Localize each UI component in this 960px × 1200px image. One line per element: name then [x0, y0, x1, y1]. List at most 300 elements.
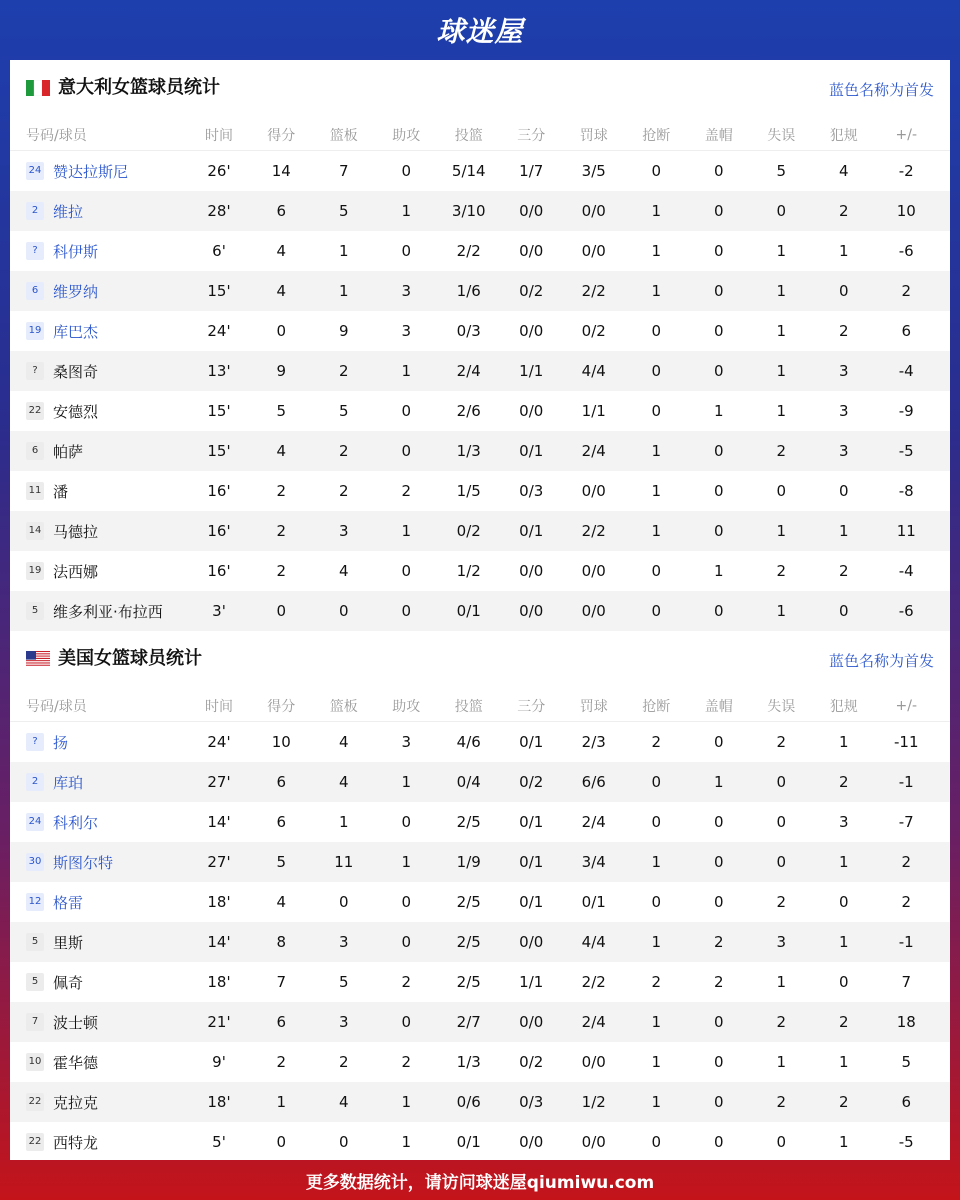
- stat-rebounds: 2: [338, 482, 349, 500]
- jersey-number: 10: [26, 1053, 44, 1071]
- jersey-number: 24: [26, 813, 44, 831]
- stat-time: 24': [207, 733, 231, 751]
- stat-rebounds: 3: [338, 933, 349, 951]
- player-cell[interactable]: [10, 441, 188, 462]
- player-row[interactable]: [10, 231, 950, 271]
- stat-blocks: 0: [713, 893, 724, 911]
- stat-ft: 0/0: [581, 562, 606, 580]
- stat-points: 0: [276, 602, 287, 620]
- stat-steals: 1: [651, 202, 662, 220]
- stat-plus-minus: -1: [898, 933, 914, 951]
- player-cell[interactable]: [10, 161, 188, 182]
- stat-fg: 1/2: [456, 562, 481, 580]
- player-row[interactable]: [10, 722, 950, 762]
- stat-rebounds: 5: [338, 402, 349, 420]
- player-row[interactable]: [10, 471, 950, 511]
- stat-time: 14': [207, 933, 231, 951]
- stat-assists: 3: [401, 282, 412, 300]
- player-name[interactable]: 赞达拉斯尼: [53, 162, 129, 181]
- stat-fouls: 2: [838, 773, 849, 791]
- player-cell[interactable]: [10, 481, 188, 502]
- jersey-number: ?: [26, 733, 44, 751]
- player-row[interactable]: [10, 191, 950, 231]
- jersey-number: 22: [26, 402, 44, 420]
- stat-ft: 1/2: [581, 1093, 606, 1111]
- stat-steals: 1: [651, 442, 662, 460]
- player-row[interactable]: [10, 1002, 950, 1042]
- stat-fg: 0/6: [456, 1093, 481, 1111]
- player-row[interactable]: [10, 271, 950, 311]
- stat-time: 13': [207, 362, 231, 380]
- stat-ft: 1/1: [581, 402, 606, 420]
- stat-fouls: 1: [838, 242, 849, 260]
- footer-banner[interactable]: 更多数据统计，请访问球迷屋qiumiwu.com: [305, 1172, 655, 1193]
- jersey-number: 30: [26, 853, 44, 871]
- stat-ft: 3/4: [581, 853, 606, 871]
- stat-fg: 3/10: [451, 202, 486, 220]
- player-name[interactable]: 法西娜: [53, 562, 99, 581]
- stat-time: 27': [207, 853, 231, 871]
- player-cell[interactable]: [10, 241, 188, 262]
- jersey-number: 2: [26, 773, 44, 791]
- stat-turnovers: 1: [776, 973, 787, 991]
- stat-points: 2: [276, 1053, 287, 1071]
- player-cell[interactable]: [10, 201, 188, 222]
- stat-fouls: 1: [838, 733, 849, 751]
- player-cell[interactable]: [10, 401, 188, 422]
- stat-time: 9': [212, 1053, 226, 1071]
- stat-three-pt: 0/1: [519, 442, 544, 460]
- stat-assists: 0: [401, 442, 412, 460]
- stat-three-pt: 1/1: [519, 362, 544, 380]
- column-header-player: 号码/球员: [26, 699, 87, 715]
- jersey-number: 14: [26, 522, 44, 540]
- brand-logo: 球迷屋: [436, 15, 524, 48]
- stat-blocks: 0: [713, 602, 724, 620]
- stat-assists: 0: [401, 602, 412, 620]
- player-cell[interactable]: [10, 1012, 188, 1033]
- column-header-steals: 抢断: [642, 128, 671, 144]
- player-row[interactable]: [10, 391, 950, 431]
- stat-rebounds: 4: [338, 773, 349, 791]
- stat-plus-minus: -8: [898, 482, 914, 500]
- player-row[interactable]: [10, 351, 950, 391]
- stat-fouls: 1: [838, 933, 849, 951]
- stat-time: 14': [207, 813, 231, 831]
- player-name[interactable]: 科利尔: [53, 813, 99, 832]
- player-name[interactable]: 库巴杰: [53, 322, 99, 341]
- stat-time: 15': [207, 282, 231, 300]
- stat-fg: 1/3: [456, 442, 481, 460]
- player-row[interactable]: [10, 802, 950, 842]
- stat-blocks: 0: [713, 522, 724, 540]
- player-cell[interactable]: [10, 772, 188, 793]
- stat-plus-minus: 2: [901, 893, 912, 911]
- player-name[interactable]: 维罗纳: [53, 282, 99, 301]
- player-cell[interactable]: [10, 1052, 188, 1073]
- stat-time: 28': [207, 202, 231, 220]
- stat-plus-minus: 6: [901, 1093, 912, 1111]
- player-name[interactable]: 维拉: [53, 202, 84, 221]
- stat-assists: 1: [401, 202, 412, 220]
- stat-fg: 2/7: [456, 1013, 481, 1031]
- stat-fouls: 3: [838, 362, 849, 380]
- column-header-row: [10, 120, 950, 151]
- stat-blocks: 1: [713, 562, 724, 580]
- stat-points: 0: [276, 1133, 287, 1151]
- player-cell[interactable]: [10, 852, 188, 873]
- stat-assists: 1: [401, 1093, 412, 1111]
- player-cell[interactable]: [10, 521, 188, 542]
- player-name[interactable]: 克拉克: [53, 1093, 99, 1112]
- stat-rebounds: 0: [338, 893, 349, 911]
- stat-fouls: 3: [838, 442, 849, 460]
- player-name[interactable]: 库珀: [53, 773, 84, 792]
- column-header-turnovers: 失误: [767, 128, 796, 144]
- column-header-rebounds: 篮板: [329, 128, 358, 144]
- player-name[interactable]: 安德烈: [53, 402, 99, 421]
- stat-points: 4: [276, 442, 287, 460]
- stat-fg: 0/2: [456, 522, 481, 540]
- column-header-assists: 助攻: [392, 699, 421, 715]
- player-row[interactable]: [10, 511, 950, 551]
- column-header-steals: 抢断: [642, 699, 671, 715]
- player-row[interactable]: [10, 1082, 950, 1122]
- stat-blocks: 0: [713, 442, 724, 460]
- stat-three-pt: 0/0: [519, 242, 544, 260]
- stat-assists: 2: [401, 482, 412, 500]
- stat-assists: 2: [401, 1053, 412, 1071]
- player-cell[interactable]: [10, 561, 188, 582]
- stat-ft: 2/4: [581, 1013, 606, 1031]
- column-header-three-pt: 三分: [517, 699, 546, 715]
- stat-steals: 1: [651, 1053, 662, 1071]
- stat-assists: 0: [401, 893, 412, 911]
- stat-turnovers: 0: [776, 1133, 787, 1151]
- stat-turnovers: 0: [776, 202, 787, 220]
- player-row[interactable]: [10, 551, 950, 591]
- stat-three-pt: 0/1: [519, 893, 544, 911]
- column-header-assists: 助攻: [392, 128, 421, 144]
- jersey-number: 5: [26, 973, 44, 991]
- stat-time: 26': [207, 162, 231, 180]
- stat-ft: 3/5: [581, 162, 606, 180]
- stat-time: 3': [212, 602, 226, 620]
- stat-plus-minus: -7: [898, 813, 914, 831]
- player-name[interactable]: 波士顿: [53, 1013, 99, 1032]
- stat-ft: 0/0: [581, 1133, 606, 1151]
- player-name[interactable]: 佩奇: [53, 973, 84, 992]
- stat-blocks: 0: [713, 482, 724, 500]
- stat-rebounds: 3: [338, 522, 349, 540]
- stat-blocks: 0: [713, 242, 724, 260]
- stat-steals: 0: [651, 893, 662, 911]
- column-header-blocks: 盖帽: [704, 128, 733, 144]
- stat-assists: 0: [401, 813, 412, 831]
- stat-three-pt: 0/0: [519, 602, 544, 620]
- column-header-points: 得分: [267, 699, 296, 715]
- player-row[interactable]: [10, 762, 950, 802]
- stat-three-pt: 0/3: [519, 482, 544, 500]
- stat-fg: 2/6: [456, 402, 481, 420]
- stat-turnovers: 0: [776, 853, 787, 871]
- stat-rebounds: 2: [338, 362, 349, 380]
- jersey-number: 12: [26, 893, 44, 911]
- stat-assists: 1: [401, 853, 412, 871]
- player-name[interactable]: 科伊斯: [53, 242, 99, 261]
- stat-points: 1: [276, 1093, 287, 1111]
- jersey-number: 7: [26, 1013, 44, 1031]
- stat-turnovers: 0: [776, 773, 787, 791]
- stat-blocks: 0: [713, 853, 724, 871]
- stat-three-pt: 0/0: [519, 1013, 544, 1031]
- stat-turnovers: 1: [776, 282, 787, 300]
- stat-points: 6: [276, 202, 287, 220]
- stat-turnovers: 2: [776, 893, 787, 911]
- player-name[interactable]: 马德拉: [53, 522, 99, 541]
- player-cell[interactable]: [10, 321, 188, 342]
- player-row[interactable]: [10, 922, 950, 962]
- stat-fouls: 2: [838, 202, 849, 220]
- stat-steals: 0: [651, 562, 662, 580]
- player-name[interactable]: 格雷: [53, 893, 84, 912]
- stat-fouls: 0: [838, 893, 849, 911]
- stat-ft: 4/4: [581, 362, 606, 380]
- column-header-rebounds: 篮板: [329, 699, 358, 715]
- stat-time: 15': [207, 442, 231, 460]
- stat-fouls: 3: [838, 402, 849, 420]
- stat-time: 15': [207, 402, 231, 420]
- stat-fouls: 2: [838, 322, 849, 340]
- stat-turnovers: 2: [776, 562, 787, 580]
- stat-time: 18': [207, 973, 231, 991]
- stat-three-pt: 0/2: [519, 282, 544, 300]
- stat-blocks: 0: [713, 1053, 724, 1071]
- player-cell[interactable]: [10, 1092, 188, 1113]
- player-cell[interactable]: [10, 812, 188, 833]
- column-header-fouls: 犯规: [829, 699, 858, 715]
- column-header-three-pt: 三分: [517, 128, 546, 144]
- stat-points: 9: [276, 362, 287, 380]
- starter-note: 蓝色名称为首发: [828, 81, 934, 99]
- player-row[interactable]: [10, 882, 950, 922]
- stat-points: 5: [276, 853, 287, 871]
- player-cell[interactable]: [10, 732, 188, 753]
- column-header-player: 号码/球员: [26, 128, 87, 144]
- column-header-blocks: 盖帽: [704, 699, 733, 715]
- stat-rebounds: 0: [338, 1133, 349, 1151]
- stat-rebounds: 1: [338, 282, 349, 300]
- stat-points: 6: [276, 773, 287, 791]
- jersey-number: 19: [26, 562, 44, 580]
- stat-rebounds: 2: [338, 442, 349, 460]
- stat-ft: 2/2: [581, 522, 606, 540]
- player-row[interactable]: [10, 962, 950, 1002]
- player-name[interactable]: 扬: [53, 733, 69, 752]
- stat-ft: 0/0: [581, 602, 606, 620]
- player-name[interactable]: 斯图尔特: [53, 853, 114, 872]
- jersey-number: 2: [26, 202, 44, 220]
- jersey-number: 5: [26, 602, 44, 620]
- stat-points: 8: [276, 933, 287, 951]
- stat-fouls: 0: [838, 973, 849, 991]
- player-name[interactable]: 桑图奇: [53, 362, 99, 381]
- stat-fg: 2/4: [456, 362, 481, 380]
- stat-rebounds: 3: [338, 1013, 349, 1031]
- stat-plus-minus: 7: [901, 973, 912, 991]
- player-name[interactable]: 帕萨: [53, 442, 84, 461]
- jersey-number: 6: [26, 282, 44, 300]
- stat-assists: 0: [401, 242, 412, 260]
- stat-assists: 3: [401, 322, 412, 340]
- stat-assists: 0: [401, 1013, 412, 1031]
- player-cell[interactable]: [10, 281, 188, 302]
- player-cell[interactable]: [10, 601, 188, 622]
- stat-time: 5': [212, 1133, 226, 1151]
- stat-time: 27': [207, 773, 231, 791]
- stat-points: 6: [276, 813, 287, 831]
- stat-steals: 0: [651, 773, 662, 791]
- stat-fouls: 0: [838, 482, 849, 500]
- stat-rebounds: 4: [338, 733, 349, 751]
- stat-assists: 0: [401, 162, 412, 180]
- stat-assists: 1: [401, 362, 412, 380]
- stat-three-pt: 0/3: [519, 1093, 544, 1111]
- column-header-ft: 罚球: [579, 699, 608, 715]
- column-header-fg: 投篮: [454, 128, 483, 144]
- stat-plus-minus: 6: [901, 322, 912, 340]
- usa-flag-icon: [26, 651, 50, 667]
- column-header-row: [10, 691, 950, 722]
- jersey-number: 22: [26, 1133, 44, 1151]
- stat-fouls: 4: [838, 162, 849, 180]
- stat-blocks: 0: [713, 202, 724, 220]
- italy-flag-icon: [26, 80, 50, 96]
- player-row[interactable]: [10, 431, 950, 471]
- player-row[interactable]: [10, 1122, 950, 1160]
- stat-plus-minus: 5: [901, 1053, 912, 1071]
- player-row[interactable]: [10, 311, 950, 351]
- stat-points: 2: [276, 482, 287, 500]
- stat-ft: 0/0: [581, 482, 606, 500]
- column-header-fouls: 犯规: [829, 128, 858, 144]
- stat-plus-minus: -11: [894, 733, 919, 751]
- stat-fg: 0/1: [456, 1133, 481, 1151]
- stat-steals: 0: [651, 1133, 662, 1151]
- stat-fg: 1/5: [456, 482, 481, 500]
- stat-turnovers: 2: [776, 442, 787, 460]
- stat-fouls: 1: [838, 522, 849, 540]
- player-row[interactable]: [10, 842, 950, 882]
- stat-turnovers: 1: [776, 242, 787, 260]
- stat-ft: 2/2: [581, 973, 606, 991]
- player-cell[interactable]: [10, 972, 188, 993]
- jersey-number: 22: [26, 1093, 44, 1111]
- jersey-number: ?: [26, 242, 44, 260]
- stat-three-pt: 0/0: [519, 1133, 544, 1151]
- stat-fouls: 1: [838, 1133, 849, 1151]
- player-cell[interactable]: [10, 932, 188, 953]
- stat-assists: 0: [401, 562, 412, 580]
- stat-rebounds: 7: [338, 162, 349, 180]
- column-header-plus-minus: +/-: [895, 127, 917, 143]
- player-cell[interactable]: [10, 892, 188, 913]
- stat-turnovers: 3: [776, 933, 787, 951]
- starter-note: 蓝色名称为首发: [828, 652, 934, 670]
- player-cell[interactable]: [10, 361, 188, 382]
- stat-three-pt: 0/1: [519, 813, 544, 831]
- stat-steals: 1: [651, 282, 662, 300]
- jersey-number: 19: [26, 322, 44, 340]
- stat-assists: 1: [401, 1133, 412, 1151]
- stat-fg: 5/14: [451, 162, 486, 180]
- stat-turnovers: 0: [776, 813, 787, 831]
- stat-time: 6': [212, 242, 226, 260]
- stat-plus-minus: -2: [898, 162, 914, 180]
- stat-turnovers: 1: [776, 322, 787, 340]
- team-header: [10, 631, 950, 691]
- stat-plus-minus: -5: [898, 1133, 914, 1151]
- stat-fg: 4/6: [456, 733, 481, 751]
- stat-steals: 1: [651, 242, 662, 260]
- stat-fg: 0/4: [456, 773, 481, 791]
- stat-ft: 0/2: [581, 322, 606, 340]
- stat-three-pt: 0/0: [519, 562, 544, 580]
- column-header-points: 得分: [267, 128, 296, 144]
- stat-blocks: 0: [713, 1013, 724, 1031]
- player-name[interactable]: 霍华德: [53, 1053, 99, 1072]
- stat-assists: 2: [401, 973, 412, 991]
- stat-three-pt: 0/0: [519, 202, 544, 220]
- stat-rebounds: 5: [338, 202, 349, 220]
- player-cell[interactable]: [10, 1132, 188, 1153]
- stat-rebounds: 4: [338, 1093, 349, 1111]
- stat-assists: 1: [401, 773, 412, 791]
- stat-assists: 0: [401, 402, 412, 420]
- stat-fg: 1/3: [456, 1053, 481, 1071]
- stat-blocks: 2: [713, 933, 724, 951]
- stat-three-pt: 0/0: [519, 402, 544, 420]
- stat-fg: 1/6: [456, 282, 481, 300]
- stat-steals: 1: [651, 853, 662, 871]
- stat-ft: 2/4: [581, 442, 606, 460]
- stat-fg: 0/3: [456, 322, 481, 340]
- stat-turnovers: 2: [776, 1013, 787, 1031]
- player-row[interactable]: [10, 591, 950, 631]
- stat-three-pt: 1/1: [519, 973, 544, 991]
- stat-points: 6: [276, 1013, 287, 1031]
- stat-turnovers: 1: [776, 402, 787, 420]
- stat-fg: 2/5: [456, 813, 481, 831]
- stat-ft: 0/1: [581, 893, 606, 911]
- stat-assists: 0: [401, 933, 412, 951]
- player-row[interactable]: [10, 151, 950, 191]
- stat-fouls: 3: [838, 813, 849, 831]
- stat-blocks: 1: [713, 773, 724, 791]
- player-row[interactable]: [10, 1042, 950, 1082]
- player-name[interactable]: 里斯: [53, 933, 84, 952]
- stat-fg: 0/1: [456, 602, 481, 620]
- stat-rebounds: 11: [334, 853, 354, 871]
- stat-fg: 1/9: [456, 853, 481, 871]
- jersey-number: 5: [26, 933, 44, 951]
- player-name[interactable]: 西特龙: [53, 1133, 99, 1152]
- player-name[interactable]: 维多利亚·布拉西: [53, 602, 163, 621]
- stat-assists: 3: [401, 733, 412, 751]
- stat-steals: 2: [651, 973, 662, 991]
- stat-points: 4: [276, 242, 287, 260]
- player-name[interactable]: 潘: [53, 482, 69, 501]
